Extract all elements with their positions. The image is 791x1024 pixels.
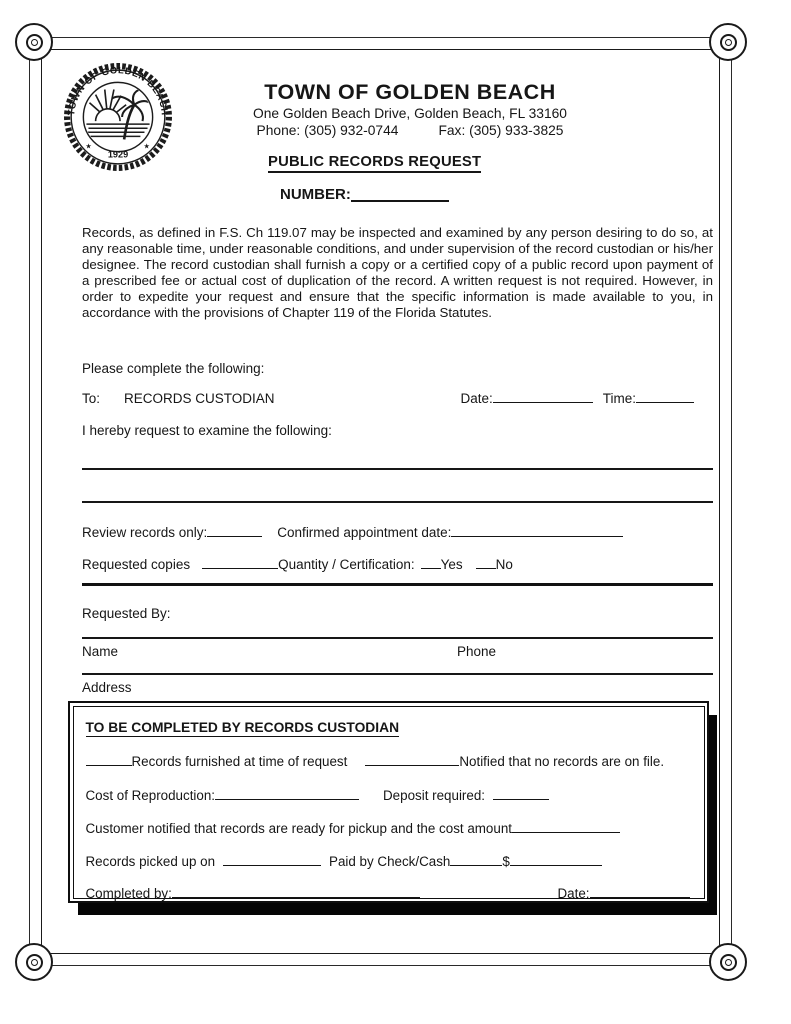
yes-blank[interactable] [421, 556, 441, 569]
cost-amount-blank[interactable] [512, 820, 620, 833]
date-label: Date: [460, 391, 493, 406]
deposit-blank[interactable] [493, 787, 549, 800]
notified-blank[interactable] [365, 753, 459, 766]
review-records-blank[interactable] [207, 524, 262, 537]
furnished-label: Records furnished at time of request [131, 753, 348, 769]
seal-star-right: ★ [143, 142, 150, 151]
request-writing-line-1[interactable] [82, 468, 713, 470]
name-phone-labels [82, 644, 713, 659]
confirmed-date-label: Confirmed appointment date: [277, 525, 452, 540]
address-line[interactable] [82, 673, 713, 675]
furnished-blank[interactable] [86, 753, 132, 766]
review-records-label: Review records only: [82, 525, 208, 540]
seal-year: 1929 [107, 149, 129, 160]
furnished-row [86, 753, 665, 769]
address-label: Address [82, 680, 132, 695]
phone-number: Phone: (305) 932-0744 [256, 123, 399, 138]
pickup-notice-label: Customer notified that records are ready for pickup and the cost amount [85, 820, 512, 836]
name-label: Name [82, 644, 119, 659]
seal-star-left: ★ [85, 142, 92, 151]
completed-by-label: Completed by: [85, 885, 172, 901]
picked-up-label: Records picked up on [85, 853, 216, 869]
completed-by-row [86, 885, 690, 901]
check-cash-blank[interactable] [450, 853, 502, 866]
quantity-certification-label: Quantity / Certification: [278, 557, 415, 572]
picked-up-date-blank[interactable] [223, 853, 321, 866]
no-label: No [495, 557, 513, 572]
to-row [82, 390, 694, 406]
section-divider [82, 583, 713, 586]
corner-bolt-icon [709, 943, 747, 981]
yes-label: Yes [440, 557, 463, 572]
records-custodian-box-inner [73, 706, 705, 899]
pickup-notice-row [86, 820, 621, 836]
form-title: PUBLIC RECORDS REQUEST [268, 154, 481, 173]
number-label: NUMBER: [280, 186, 351, 203]
time-blank[interactable] [636, 390, 694, 403]
phone-label: Phone [457, 644, 497, 659]
town-address: One Golden Beach Drive, Golden Beach, FL 33160 [253, 106, 567, 121]
time-label: Time: [602, 391, 636, 406]
number-blank[interactable] [351, 188, 449, 202]
records-custodian-label: RECORDS CUSTODIAN [124, 391, 275, 406]
please-complete-label: Please complete the following: [82, 361, 265, 376]
date-blank[interactable] [493, 390, 593, 403]
to-label: To: [82, 391, 101, 406]
corner-bolt-icon [15, 23, 53, 61]
cost-row [86, 787, 550, 803]
corner-bolt-icon [15, 943, 53, 981]
seal-scene [86, 89, 153, 139]
requested-copies-label: Requested copies [82, 557, 191, 572]
paid-by-label: Paid by Check/Cash [329, 853, 451, 869]
notified-label: Notified that no records are on file. [459, 753, 665, 769]
deposit-required-label: Deposit required: [383, 787, 485, 803]
fax-number: Fax: (305) 933-3825 [438, 123, 564, 138]
name-phone-line[interactable] [82, 637, 713, 639]
page-title: TOWN OF GOLDEN BEACH [264, 80, 556, 104]
completed-by-blank[interactable] [172, 885, 420, 898]
dollar-sign: $ [502, 853, 510, 869]
records-custodian-box [68, 701, 709, 903]
seal-ring-text: TOWN OF GOLDEN BEACH [66, 65, 170, 117]
corner-bolt-icon [709, 23, 747, 61]
completed-date-blank[interactable] [590, 885, 690, 898]
request-writing-line-2[interactable] [82, 501, 713, 503]
contact-line [150, 123, 670, 138]
intro-paragraph: Records, as defined in F.S. Ch 119.07 may be inspected and examined by any person desiring to do so, at any reasonable time, under reasonable conditions, and under supervision of the record custodian or his/her designee. The record custodian shall furnish a copy or a certified copy of a public record upon payment of a prescribed fee or actual cost of duplication of the record. A written request is not required. However, in order to expedite your request and ensure that the specific information is made available to you, in accordance with the provisions of Chapter 119 of the Florida Statutes. [82, 225, 713, 320]
no-blank[interactable] [476, 556, 496, 569]
number-row [280, 186, 449, 203]
completed-date-label: Date: [557, 885, 590, 901]
amount-paid-blank[interactable] [510, 853, 602, 866]
confirmed-date-blank[interactable] [451, 524, 623, 537]
hereby-request-label: I hereby request to examine the following: [82, 423, 332, 438]
cost-of-reproduction-label: Cost of Reproduction: [85, 787, 216, 803]
review-row [82, 524, 623, 540]
cost-blank[interactable] [215, 787, 359, 800]
requested-by-label: Requested By: [82, 606, 171, 621]
custodian-box-title: TO BE COMPLETED BY RECORDS CUSTODIAN [85, 719, 400, 735]
picked-up-row [86, 853, 602, 869]
copies-row [82, 556, 513, 572]
requested-copies-blank[interactable] [202, 556, 278, 569]
